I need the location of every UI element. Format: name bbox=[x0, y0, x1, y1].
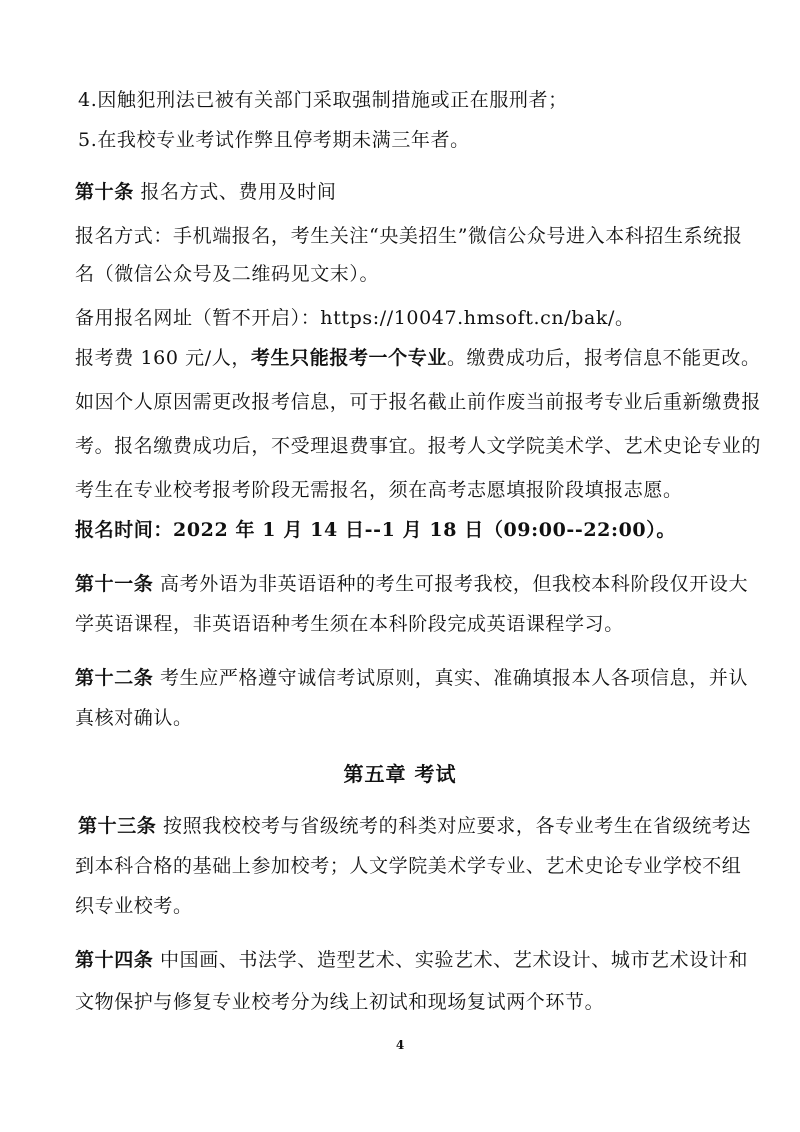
article-14-line-2: 文物保护与修复专业校考分为线上初试和现场复试两个环节。 bbox=[75, 991, 605, 1013]
article-13-line-3: 织专业校考。 bbox=[75, 895, 193, 917]
article-12-line-1 bbox=[75, 666, 749, 690]
fee-prefix: 报考费 160 元/人， bbox=[75, 347, 251, 369]
article-12-title: 第十二条 bbox=[75, 667, 154, 689]
chapter-heading: 第五章 考试 bbox=[343, 762, 457, 786]
article-10-change-line-1: 如因个人原因需更改报考信息，可于报名截止前作废当前报考专业后重新缴费报 bbox=[75, 391, 762, 413]
list-item-5: 5.在我校专业考试作弊且停考期未满三年者。 bbox=[78, 129, 470, 151]
article-10-change-line-2: 考。报名缴费成功后，不受理退费事宜。报考人文学院美术学、艺术史论专业的 bbox=[75, 435, 762, 457]
article-10-method-line-2: 名（微信公众号及二维码见文末）。 bbox=[75, 263, 380, 285]
article-10-heading bbox=[75, 180, 735, 204]
article-13-line-2: 到本科合格的基础上参加校考；人文学院美术学专业、艺术史论专业学校不组 bbox=[75, 855, 742, 877]
article-12-line-2: 真核对确认。 bbox=[75, 707, 193, 729]
list-item-4: 4.因触犯刑法已被有关部门采取强制措施或正在服刑者； bbox=[78, 89, 568, 111]
article-14-line-1 bbox=[75, 948, 749, 972]
article-10-method-line-1: 报名方式：手机端报名，考生关注“央美招生”微信公众号进入本科招生系统报 bbox=[75, 225, 743, 247]
article-10-title: 第十条 bbox=[75, 181, 134, 203]
article-13-line-1 bbox=[78, 814, 752, 838]
article-10-title-rest: 报名方式、费用及时间 bbox=[133, 181, 337, 203]
article-10-change-line-3: 考生在专业校考报考阶段无需报名，须在高考志愿填报阶段填报志愿。 bbox=[75, 479, 683, 501]
article-13-title: 第十三条 bbox=[78, 815, 157, 837]
article-11-text-1: 高考外语为非英语语种的考生可报考我校，但我校本科阶段仅开设大 bbox=[153, 573, 749, 595]
article-13-text-1: 按照我校校考与省级统考的科类对应要求，各专业考生在省级统考达 bbox=[156, 815, 752, 837]
article-11-title: 第十一条 bbox=[75, 573, 154, 595]
article-14-title: 第十四条 bbox=[75, 949, 154, 971]
fee-emphasis: 考生只能报考一个专业 bbox=[250, 347, 447, 369]
fee-suffix: 。缴费成功后，报考信息不能更改。 bbox=[446, 347, 761, 369]
article-10-fee bbox=[75, 346, 761, 370]
article-11-line-1 bbox=[75, 572, 749, 596]
article-11-line-2: 学英语课程，非英语语种考生须在本科阶段完成英语课程学习。 bbox=[75, 613, 624, 635]
page-number: 4 bbox=[395, 1038, 405, 1052]
article-14-text-1: 中国画、书法学、造型艺术、实验艺术、艺术设计、城市艺术设计和 bbox=[153, 949, 749, 971]
article-10-time: 报名时间：2022 年 1 月 14 日--1 月 18 日（09:00--22:00）。 bbox=[75, 519, 676, 541]
article-12-text-1: 考生应严格遵守诚信考试原则，真实、准确填报本人各项信息，并认 bbox=[153, 667, 749, 689]
article-10-backup-url: 备用报名网址（暂不开启）：https://10047.hmsoft.cn/bak/。 bbox=[75, 307, 635, 329]
